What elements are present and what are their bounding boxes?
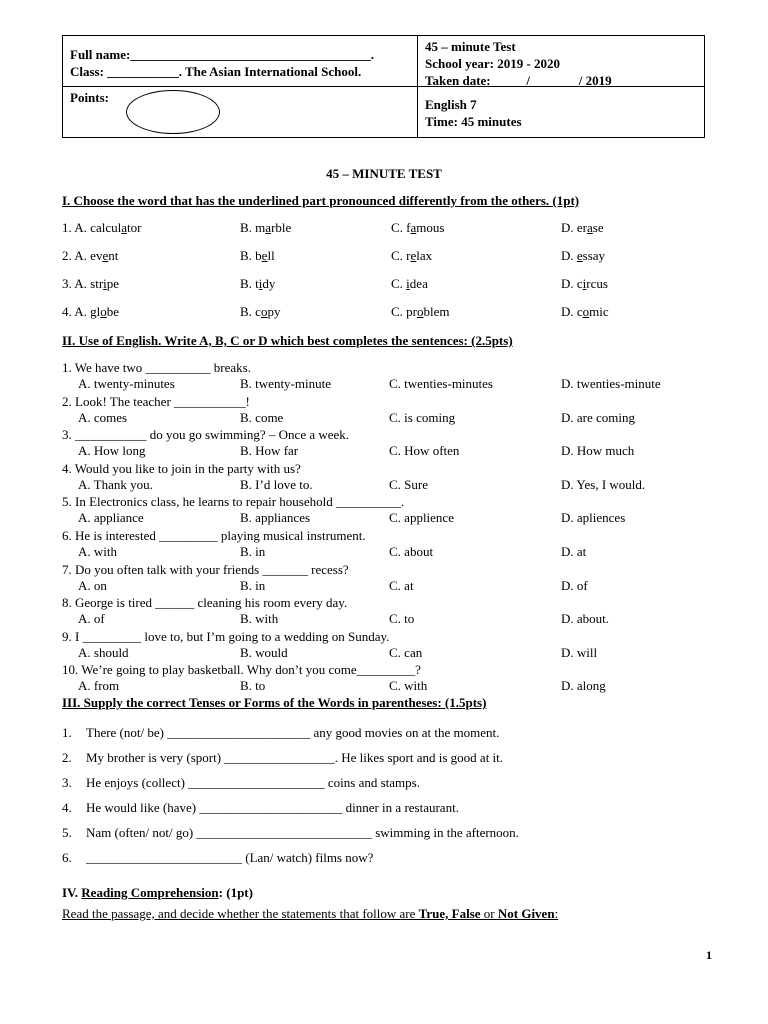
underlined-letters: i	[582, 276, 587, 291]
answer-option: D. at	[561, 544, 587, 559]
underlined-letters: o	[260, 304, 268, 319]
underlined-letters: e	[102, 248, 109, 263]
option-text: tor	[127, 220, 142, 235]
test-title-line: 45 – minute Test	[425, 39, 516, 54]
answer-option: C. at	[389, 577, 414, 593]
section2-title: II. Use of English. Write A, B, C or D which best completes the sentences: (2.5pts)	[62, 333, 513, 348]
option-text: pe	[106, 276, 120, 291]
item-number: 1.	[62, 725, 72, 740]
question-options	[62, 376, 722, 393]
item-text: My brother is very (sport) _________________. He likes sport and is good at it.	[86, 750, 504, 765]
underlined-letters: a	[587, 220, 593, 235]
section4-title	[62, 885, 253, 901]
question-stem: 6. He is interested _________ playing musical instrument.	[62, 528, 366, 543]
full-name-line: Full name:_____________________________________.	[70, 47, 375, 62]
pronunciation-row	[62, 304, 722, 322]
option-text: C. pr	[391, 304, 417, 319]
option-text: C.	[391, 276, 407, 291]
test-info-cell	[425, 38, 612, 89]
pronunciation-option	[561, 220, 604, 236]
section4-title-underlined: Reading Comprehension	[81, 885, 219, 900]
answer-option: A. of	[78, 611, 105, 627]
answer-option: A. should	[78, 644, 129, 660]
question-options	[62, 578, 722, 595]
option-text: lax	[416, 248, 433, 263]
answer-option: B. twenty-minute	[240, 376, 331, 391]
option-text: be	[106, 304, 120, 319]
option-text: ssay	[582, 248, 606, 263]
question-stem: 8. George is tired ______ cleaning his room every day.	[62, 595, 348, 611]
answer-option: A. with	[78, 544, 117, 559]
answer-option: B. in	[240, 544, 266, 559]
instruction-part-a: Read the passage, and decide whether the statements that follow are	[62, 906, 419, 921]
student-info-cell	[70, 46, 374, 80]
item-text: ________________________ (Lan/ watch) films now?	[86, 850, 374, 865]
instruction-not-given: Not Given	[497, 906, 555, 921]
option-text: B. c	[240, 304, 261, 319]
underlined-letters: i	[406, 276, 410, 291]
item-number: 2.	[62, 750, 72, 765]
option-text: nt	[108, 248, 119, 263]
option-text: mic	[589, 304, 609, 319]
option-text: 1. A. calcul	[62, 220, 122, 235]
answer-option: A. from	[78, 678, 120, 694]
option-text: C. r	[391, 248, 411, 263]
pronunciation-option	[561, 276, 608, 292]
question-stem: 2. Look! The teacher ___________!	[62, 393, 250, 409]
item-number: 4.	[62, 800, 72, 815]
question-stem: 4. Would you like to join in the party with us?	[62, 460, 301, 476]
underlined-letters: a	[265, 220, 272, 235]
question-stem: 7. Do you often talk with your friends _______ recess?	[62, 561, 349, 577]
item-number: 3.	[62, 775, 72, 790]
answer-option: B. to	[240, 678, 266, 694]
pronunciation-option	[62, 304, 119, 320]
question-stem: 1. We have two __________ breaks.	[62, 360, 251, 375]
answer-option: D. twenties-minute	[561, 376, 661, 391]
pronunciation-option	[240, 220, 291, 236]
item-number: 6.	[62, 850, 72, 865]
pronunciation-row	[62, 220, 722, 238]
option-text: 2. A. ev	[62, 248, 103, 263]
question-options	[62, 477, 722, 494]
points-oval	[126, 90, 220, 134]
pronunciation-row	[62, 276, 722, 294]
question-stem: 9. I _________ love to, but I’m going to a wedding on Sunday.	[62, 628, 390, 644]
answer-option: B. with	[240, 611, 279, 627]
option-text: 4. A. gl	[62, 304, 101, 319]
answer-option: D. apliences	[561, 510, 626, 526]
option-text: D.	[561, 248, 577, 263]
answer-option: A. appliance	[78, 510, 144, 526]
item-text: He enjoys (collect) _____________________ coins and stamps.	[86, 775, 420, 790]
answer-option: C. with	[389, 678, 428, 694]
section4-suffix: : (1pt)	[218, 885, 253, 900]
question-options	[62, 678, 722, 695]
time-line: Time: 45 minutes	[425, 114, 522, 129]
header-table	[62, 35, 705, 138]
item-text: There (not/ be) ______________________ any good movies on at the moment.	[86, 725, 500, 740]
option-text: D. er	[561, 220, 587, 235]
question-options	[62, 611, 722, 628]
option-text: D. c	[561, 276, 583, 291]
answer-option: B. appliances	[240, 510, 311, 526]
pronunciation-row	[62, 248, 722, 266]
question-options	[62, 645, 722, 662]
instruction-part-c: or	[480, 906, 498, 921]
option-text: se	[592, 220, 604, 235]
underlined-letters: o	[582, 304, 590, 319]
option-text: blem	[423, 304, 450, 319]
answer-option: D. about.	[561, 611, 610, 627]
option-text: rble	[271, 220, 292, 235]
pronunciation-option	[62, 248, 118, 264]
answer-option: D. How much	[561, 443, 635, 459]
question-stem: 10. We’re going to play basketball. Why don’t you come_________?	[62, 662, 421, 678]
option-text: ll	[267, 248, 275, 263]
option-text: B. m	[240, 220, 266, 235]
answer-option: C. is coming	[389, 409, 456, 425]
answer-option: C. twenties-minutes	[389, 376, 493, 391]
page-number: 1	[706, 948, 712, 962]
underlined-letters: a	[410, 220, 417, 235]
option-text: D. c	[561, 304, 583, 319]
points-label: Points:	[70, 90, 109, 105]
points-cell	[63, 87, 417, 137]
section3-title: III. Supply the correct Tenses or Forms of the Words in parentheses: (1.5pts)	[62, 695, 487, 710]
answer-option: C. can	[389, 644, 423, 660]
option-text: C. f	[391, 220, 411, 235]
subject-cell	[425, 96, 522, 130]
pronunciation-option	[561, 304, 609, 320]
question-options	[62, 510, 722, 527]
answer-option: A. Thank you.	[78, 476, 153, 492]
question-options	[62, 443, 722, 460]
answer-option: D. of	[561, 577, 588, 593]
answer-option: C. about	[389, 544, 434, 559]
answer-option: D. will	[561, 644, 598, 660]
underlined-letters: i	[103, 276, 107, 291]
item-text: Nam (often/ not/ go) ___________________________ swimming in the afternoon.	[86, 825, 519, 840]
underlined-letters: o	[100, 304, 107, 319]
underlined-letters: i	[258, 276, 263, 291]
pronunciation-option	[391, 248, 432, 264]
pronunciation-option	[240, 276, 275, 292]
class-line: Class: ___________. The Asian International School.	[70, 64, 362, 79]
answer-option: B. How far	[240, 443, 299, 459]
option-text: rcus	[586, 276, 608, 291]
item-text: He would like (have) ______________________ dinner in a restaurant.	[86, 800, 459, 815]
instruction-part-e: :	[554, 906, 559, 921]
answer-option: A. comes	[78, 409, 128, 425]
underlined-letters: e	[261, 248, 268, 263]
answer-option: D. along	[561, 678, 606, 694]
underlined-letters: a	[121, 220, 127, 235]
pronunciation-option	[391, 220, 444, 236]
section4-instruction	[62, 906, 558, 922]
answer-option: B. come	[240, 409, 284, 425]
option-text: py	[267, 304, 281, 319]
option-text: B. t	[240, 276, 259, 291]
option-text: 3. A. str	[62, 276, 104, 291]
instruction-true-false: True, False	[418, 906, 481, 921]
pronunciation-option	[62, 220, 141, 236]
answer-option: B. I’d love to.	[240, 476, 313, 492]
underlined-letters: e	[576, 248, 583, 263]
answer-option: C. How often	[389, 443, 460, 459]
pronunciation-option	[240, 248, 275, 264]
underlined-letters: o	[417, 304, 424, 319]
option-text: dy	[262, 276, 276, 291]
pronunciation-option	[391, 304, 450, 320]
answer-option: A. How long	[78, 443, 146, 459]
answer-option: B. in	[240, 577, 266, 593]
subject-line: English 7	[425, 97, 477, 112]
document-title: 45 – MINUTE TEST	[326, 166, 442, 181]
taken-date-line: Taken date: _____/ _______/ 2019	[425, 73, 612, 88]
option-text: B. b	[240, 248, 262, 263]
section1-title: I. Choose the word that has the underlined part pronounced differently from the others. (1pt)	[62, 193, 580, 208]
option-text: dea	[409, 276, 428, 291]
item-number: 5.	[62, 825, 72, 840]
answer-option: C. Sure	[389, 476, 428, 492]
answer-option: A. twenty-minutes	[78, 376, 175, 391]
question-options	[62, 410, 722, 427]
school-year-line: School year: 2019 - 2020	[425, 56, 561, 71]
pronunciation-option	[391, 276, 428, 292]
answer-option: C. to	[389, 611, 415, 627]
answer-option: D. are coming	[561, 409, 636, 425]
pronunciation-option	[240, 304, 280, 320]
answer-option: D. Yes, I would.	[561, 476, 646, 492]
option-text: mous	[416, 220, 445, 235]
answer-option: C. applience	[389, 510, 454, 526]
answer-option: B. would	[240, 644, 288, 660]
section4-prefix: IV.	[62, 885, 82, 900]
question-stem: 3. ___________ do you go swimming? – Once a week.	[62, 427, 350, 443]
question-options	[62, 544, 722, 561]
answer-option: A. on	[78, 577, 107, 593]
pronunciation-option	[62, 276, 119, 292]
question-stem: 5. In Electronics class, he learns to repair household __________.	[62, 494, 405, 510]
underlined-letters: e	[410, 248, 417, 263]
pronunciation-option	[561, 248, 605, 264]
